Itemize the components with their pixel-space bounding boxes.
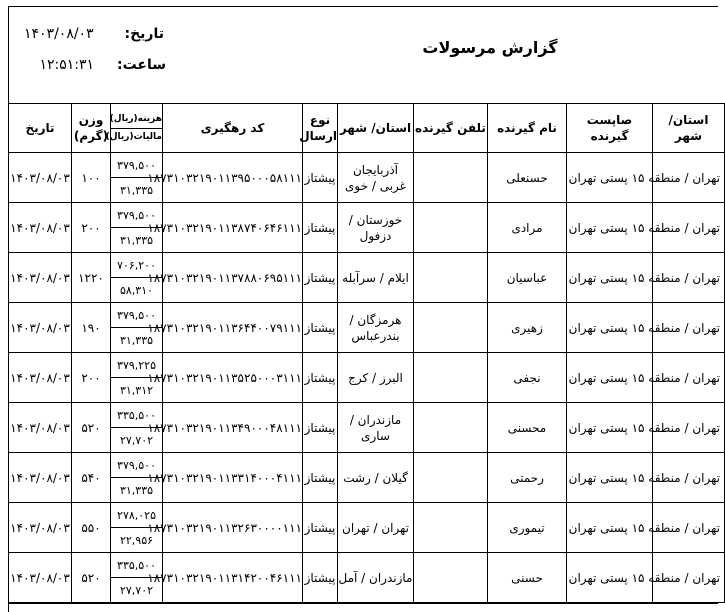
table-row [9, 403, 725, 453]
col-sender: صاپست گیرنده [567, 104, 653, 153]
cell-weight: ۵۲۰ [72, 553, 111, 603]
cell-origin: تهران / منطقه ۱۵ پستی تهران [653, 153, 725, 203]
cell-dest: ایلام / سرآبله [338, 253, 414, 303]
col-tracking: کد رهگیری [163, 104, 303, 153]
cell-fee: ۳۷۹,۵۰۰ [117, 208, 156, 222]
col-receiver-name: نام گیرنده [488, 104, 567, 153]
cell-receiver-phone [414, 353, 488, 403]
cell-origin: تهران / منطقه ۱۵ پستی تهران [653, 303, 725, 353]
cell-origin: تهران / منطقه ۱۵ پستی تهران [653, 253, 725, 303]
table-row [9, 153, 725, 203]
date-label: تاریخ: [124, 26, 164, 42]
cell-origin: تهران / منطقه ۱۵ پستی تهران [653, 553, 725, 603]
cell-send-type: پیشتاز [303, 503, 338, 553]
cell-date: ۱۴۰۳/۰۸/۰۳ [9, 303, 72, 353]
cell-cost [111, 453, 163, 503]
col-cost [105, 104, 163, 153]
time-value: ۱۲:۵۱:۳۱ [39, 57, 94, 73]
cell-send-type: پیشتاز [303, 353, 338, 403]
cell-receiver-name: حسنعلی [488, 153, 567, 203]
cell-send-type: پیشتاز [303, 403, 338, 453]
cell-weight: ۱۰۰ [72, 153, 111, 203]
col-send-type: نوع ارسال [303, 104, 338, 153]
table-row [9, 303, 725, 353]
cell-tax: ۳۱,۳۳۵ [111, 177, 162, 202]
cell-dest: آذربایجان غربی / خوی [338, 153, 414, 203]
cell-tracking: ۱۸۷۳۱۰۳۲۱۹۰۱۱۳۷۸۸۰۶۹۵۱۱۱ [163, 253, 303, 303]
cell-weight: ۵۵۰ [72, 503, 111, 553]
cell-cost [111, 353, 163, 403]
cell-tax: ۲۲,۹۵۶ [111, 527, 162, 552]
cell-fee: ۳۳۵,۵۰۰ [117, 558, 156, 572]
cell-date: ۱۴۰۳/۰۸/۰۳ [9, 503, 72, 553]
cell-tax: ۳۱,۳۳۵ [111, 477, 162, 502]
cell-receiver-name: مرادی [488, 203, 567, 253]
cell-dest: البرز / کرج [338, 353, 414, 403]
cell-tracking: ۱۸۷۳۱۰۳۲۱۹۰۱۱۳۹۵۰۰۰۵۸۱۱۱ [163, 153, 303, 203]
cell-tax: ۲۷,۷۰۲ [111, 577, 162, 602]
col-weight: وزن (گرم) [72, 104, 111, 153]
cell-dest: تهران / تهران [338, 503, 414, 553]
cell-weight: ۱۹۰ [72, 303, 111, 353]
cell-send-type: پیشتاز [303, 303, 338, 353]
cell-dest: مازندران / ساری [338, 403, 414, 453]
table-row [9, 353, 725, 403]
cell-receiver-name: تیموری [488, 503, 567, 553]
cell-receiver-phone [414, 153, 488, 203]
cell-tax: ۲۷,۷۰۲ [111, 427, 162, 452]
cell-send-type: پیشتاز [303, 453, 338, 503]
cell-dest: خوزستان / دزفول [338, 203, 414, 253]
cell-date: ۱۴۰۳/۰۸/۰۳ [9, 253, 72, 303]
cell-tracking: ۱۸۷۳۱۰۳۲۱۹۰۱۱۳۵۲۵۰۰۰۳۱۱۱ [163, 353, 303, 403]
table-header-row [9, 104, 725, 153]
cell-date: ۱۴۰۳/۰۸/۰۳ [9, 403, 72, 453]
cell-receiver-phone [414, 553, 488, 603]
cell-tax: ۳۱,۳۳۵ [111, 227, 162, 252]
cell-fee: ۳۷۹,۵۰۰ [117, 308, 156, 322]
cell-tracking: ۱۸۷۳۱۰۳۲۱۹۰۱۱۳۶۴۴۰۰۷۹۱۱۱ [163, 303, 303, 353]
cell-fee: ۳۷۹,۲۲۵ [117, 358, 156, 372]
cell-receiver-name: عباسیان [488, 253, 567, 303]
cell-fee: ۲۷۸,۰۲۵ [117, 508, 156, 522]
cell-receiver-name: نجفی [488, 353, 567, 403]
cell-cost [111, 153, 163, 203]
cell-weight: ۱۲۲۰ [72, 253, 111, 303]
cell-send-type: پیشتاز [303, 553, 338, 603]
col-date: تاریخ [9, 104, 72, 153]
table-row [9, 503, 725, 553]
cell-fee: ۷۰۶,۲۰۰ [117, 258, 156, 272]
cell-tax: ۳۱,۳۳۵ [111, 327, 162, 352]
cell-cost [111, 403, 163, 453]
cell-receiver-phone [414, 403, 488, 453]
cell-dest: هرمزگان / بندرعباس [338, 303, 414, 353]
cell-receiver-name: حسنی [488, 553, 567, 603]
cell-date: ۱۴۰۳/۰۸/۰۳ [9, 553, 72, 603]
cell-date: ۱۴۰۳/۰۸/۰۳ [9, 203, 72, 253]
cell-fee: ۳۳۵,۵۰۰ [117, 408, 156, 422]
cell-date: ۱۴۰۳/۰۸/۰۳ [9, 153, 72, 203]
cell-cost [111, 553, 163, 603]
cell-receiver-name: رحمتی [488, 453, 567, 503]
date-value: ۱۴۰۳/۰۸/۰۳ [24, 26, 94, 42]
cell-tax: ۵۸,۳۱۰ [111, 277, 162, 302]
page-bottom-rule [8, 603, 718, 604]
cell-send-type: پیشتاز [303, 153, 338, 203]
table-row [9, 553, 725, 603]
cell-receiver-name: محسنی [488, 403, 567, 453]
cell-date: ۱۴۰۳/۰۸/۰۳ [9, 353, 72, 403]
time-label: ساعت: [116, 57, 166, 73]
cell-weight: ۵۴۰ [72, 453, 111, 503]
cell-receiver-phone [414, 203, 488, 253]
cell-cost [111, 203, 163, 253]
report-title: گزارش مرسولات [422, 38, 558, 57]
cell-dest: گیلان / رشت [338, 453, 414, 503]
cell-tax: ۳۱,۳۱۲ [111, 377, 162, 402]
cell-receiver-phone [414, 453, 488, 503]
cell-origin: تهران / منطقه ۱۵ پستی تهران [653, 503, 725, 553]
cell-tracking: ۱۸۷۳۱۰۳۲۱۹۰۱۱۳۳۱۴۰۰۰۴۱۱۱ [163, 453, 303, 503]
cell-tracking: ۱۸۷۳۱۰۳۲۱۹۰۱۱۳۱۴۲۰۰۴۶۱۱۱ [163, 553, 303, 603]
col-origin: استان/ شهر [653, 104, 725, 153]
cell-send-type: پیشتاز [303, 253, 338, 303]
table-row [9, 453, 725, 503]
cell-tracking: ۱۸۷۳۱۰۳۲۱۹۰۱۱۳۸۷۴۰۶۴۶۱۱۱ [163, 203, 303, 253]
cell-tracking: ۱۸۷۳۱۰۳۲۱۹۰۱۱۳۲۶۳۰۰۰۰۱۱۱ [163, 503, 303, 553]
cell-origin: تهران / منطقه ۱۵ پستی تهران [653, 403, 725, 453]
cell-cost [111, 303, 163, 353]
col-receiver-phone: تلفن گیرنده [414, 104, 488, 153]
col-cost-tax: مالیات(ریال) [111, 128, 162, 146]
cell-send-type: پیشتاز [303, 203, 338, 253]
shipments-table [8, 103, 725, 603]
col-dest: استان/ شهر [338, 104, 414, 153]
cell-receiver-phone [414, 253, 488, 303]
cell-receiver-phone [414, 303, 488, 353]
cell-origin: تهران / منطقه ۱۵ پستی تهران [653, 453, 725, 503]
cell-weight: ۲۰۰ [72, 353, 111, 403]
cell-weight: ۵۲۰ [72, 403, 111, 453]
cell-cost [111, 503, 163, 553]
cell-origin: تهران / منطقه ۱۵ پستی تهران [653, 353, 725, 403]
cell-cost [111, 253, 163, 303]
page-top-border [8, 6, 718, 7]
col-cost-fee: هزینه(ریال) [109, 113, 162, 124]
cell-dest: مازندران / آمل [338, 553, 414, 603]
cell-receiver-phone [414, 503, 488, 553]
cell-fee: ۳۷۹,۵۰۰ [117, 158, 156, 172]
cell-tracking: ۱۸۷۳۱۰۳۲۱۹۰۱۱۳۴۹۰۰۰۴۸۱۱۱ [163, 403, 303, 453]
table-row [9, 253, 725, 303]
table-row [9, 203, 725, 253]
cell-weight: ۲۰۰ [72, 203, 111, 253]
cell-origin: تهران / منطقه ۱۵ پستی تهران [653, 203, 725, 253]
cell-fee: ۳۷۹,۵۰۰ [117, 458, 156, 472]
cell-date: ۱۴۰۳/۰۸/۰۳ [9, 453, 72, 503]
cell-receiver-name: زهیری [488, 303, 567, 353]
